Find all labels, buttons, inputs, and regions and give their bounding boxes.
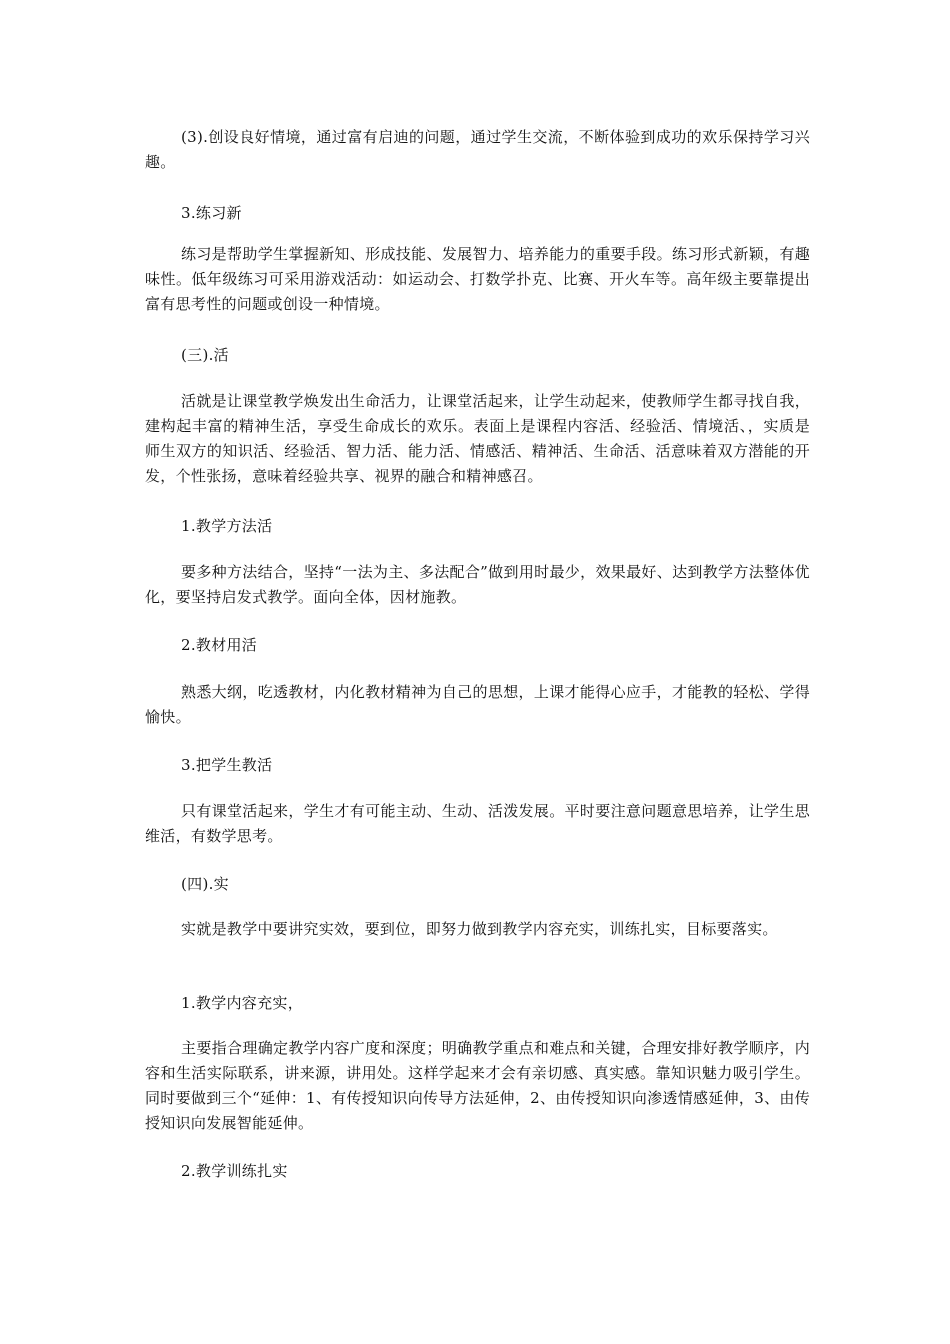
heading-practice-new: 3.练习新: [181, 204, 242, 222]
heading-lively: (三).活: [181, 346, 229, 364]
paragraph-practice: 练习是帮助学生掌握新知、形成技能、发展智力、培养能力的重要手段。练习形式新颖，有趣味性。低年级练习可采用游戏活动：如运动会、打数学扑克、比赛、开火车等。高年级主要靠提出富有思考性的问题或创设一种情境。: [145, 245, 810, 313]
heading-textbook-use: 2.教材用活: [181, 636, 258, 654]
paragraph-students-lively: 只有课堂活起来，学生才有可能主动、生动、活泼发展。平时要注意问题意思培养，让学生思维活，有数学思考。: [145, 802, 810, 845]
heading-students-lively: 3.把学生教活: [181, 756, 273, 774]
heading-solid: (四).实: [181, 875, 229, 893]
paragraph-content-rich: 主要指合理确定教学内容广度和深度；明确教学重点和难点和关键，合理安排好教学顺序，内容和生活实际联系，讲来源，讲用处。这样学起来才会有亲切感、真实感。靠知识魅力吸引学生。同时要做到三个“延伸：1、有传授知识向传导方法延伸，2、由传授知识向渗透情感延伸，3、由传授知识向发展智能延伸。: [145, 1039, 810, 1132]
paragraph-textbook-use: 熟悉大纲，吃透教材，内化教材精神为自己的思想，上课才能得心应手，才能教的轻松、学得愉快。: [145, 683, 810, 726]
paragraph-maintain-interest: (3).创设良好情境，通过富有启迪的问题，通过学生交流，不断体验到成功的欢乐保持学习兴趣。: [145, 128, 810, 171]
heading-training-solid: 2.教学训练扎实: [181, 1162, 288, 1180]
paragraph-lively: 活就是让课堂教学焕发出生命活力，让课堂活起来，让学生动起来，使教师学生都寻找自我，建构起丰富的精神生活，享受生命成长的欢乐。表面上是课程内容活、经验活、情境活、，实质是师生双方的知识活、经验活、智力活、能力活、情感活、精神活、生命活、活意味着双方潜能的开发，个性张扬，意味着经验共享、视界的融合和精神感召。: [145, 392, 810, 485]
heading-content-rich: 1.教学内容充实，: [181, 994, 304, 1012]
heading-teaching-methods: 1.教学方法活: [181, 517, 273, 535]
paragraph-teaching-methods: 要多种方法结合，坚持“一法为主、多法配合”做到用时最少，效果最好、达到教学方法整体优化，要坚持启发式教学。面向全体，因材施教。: [145, 563, 810, 606]
paragraph-solid: 实就是教学中要讲究实效，要到位，即努力做到教学内容充实，训练扎实，目标要落实。: [181, 920, 778, 938]
